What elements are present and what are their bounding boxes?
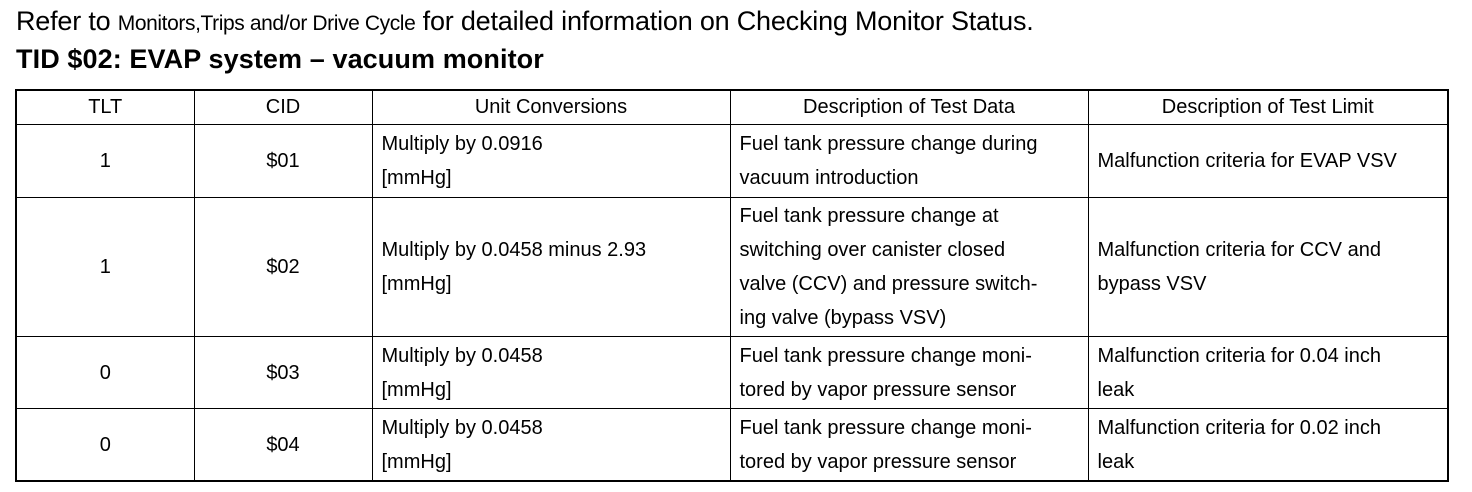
cell-line: vacuum introduction [739, 167, 919, 189]
cell-line: leak [1097, 378, 1135, 401]
cell-line: Fuel tank pressure change moni- [739, 344, 1032, 367]
table-row [16, 409, 1448, 482]
cell-line: Malfunction criteria for EVAP VSV [1097, 150, 1397, 172]
cell-line: Multiply by 0.0458 minus 2.93 [381, 239, 647, 261]
intro-prefix: Refer to [16, 6, 118, 36]
cell-line: leak [1097, 450, 1135, 473]
cid-cell: $02 [194, 198, 372, 337]
intro-suffix: for detailed information on Checking Monitor Status. [415, 6, 1034, 36]
test-limit-description-cell [1088, 409, 1448, 482]
cell-line: [mmHg] [381, 167, 452, 189]
cell-line: [mmHg] [381, 378, 452, 401]
test-data-description-cell [730, 409, 1088, 482]
cell-line: Fuel tank pressure change during [739, 133, 1038, 155]
tlt-cell: 1 [16, 198, 194, 337]
unit-conversion-cell [372, 198, 730, 337]
cell-line: Multiply by 0.0458 [381, 416, 543, 439]
cell-line: [mmHg] [381, 450, 452, 473]
header-description-test-data: Description of Test Data [730, 90, 1088, 125]
section-title: TID $02: EVAP system – vacuum monitor [16, 44, 544, 74]
test-data-description-cell [730, 198, 1088, 337]
cell-line: Multiply by 0.0916 [381, 133, 543, 155]
unit-conversion-cell [372, 337, 730, 409]
header-description-test-limit: Description of Test Limit [1088, 90, 1448, 125]
cell-line: switching over canister closed [739, 239, 1006, 261]
cid-cell: $01 [194, 125, 372, 198]
cell-line: Malfunction criteria for 0.04 inch [1097, 344, 1381, 367]
unit-conversion-cell [372, 125, 730, 198]
test-limit-description-cell [1088, 337, 1448, 409]
cid-cell: $03 [194, 337, 372, 409]
test-data-description-cell [730, 337, 1088, 409]
table-header-row [16, 90, 1448, 125]
header-tlt: TLT [16, 90, 194, 125]
table-row [16, 125, 1448, 198]
table-row [16, 198, 1448, 337]
cid-cell: $04 [194, 409, 372, 482]
tlt-cell: 0 [16, 409, 194, 482]
monitors-trips-drive-cycle-link[interactable]: Monitors,Trips and/or Drive Cycle [117, 12, 416, 35]
cell-line: Malfunction criteria for 0.02 inch [1097, 416, 1381, 439]
header-cid: CID [194, 90, 372, 125]
cell-line: tored by vapor pressure sensor [739, 450, 1017, 473]
cell-line: tored by vapor pressure sensor [739, 378, 1017, 401]
cell-line: bypass VSV [1097, 273, 1207, 295]
test-limit-description-cell [1088, 198, 1448, 337]
test-data-description-cell [730, 125, 1088, 198]
cell-line: [mmHg] [381, 273, 452, 295]
cell-line: Fuel tank pressure change at [739, 205, 999, 227]
table-row [16, 337, 1448, 409]
cell-line: ing valve (bypass VSV) [739, 307, 947, 329]
cell-line: Fuel tank pressure change moni- [739, 416, 1032, 439]
tlt-cell: 1 [16, 125, 194, 198]
unit-conversion-cell [372, 409, 730, 482]
tlt-cell: 0 [16, 337, 194, 409]
cell-line: Malfunction criteria for CCV and [1097, 239, 1381, 261]
cell-line: Multiply by 0.0458 [381, 344, 543, 367]
test-data-table [15, 89, 1449, 482]
test-limit-description-cell [1088, 125, 1448, 198]
cell-line: valve (CCV) and pressure switch- [739, 273, 1038, 295]
intro-text [16, 4, 1034, 41]
header-unit-conversions: Unit Conversions [372, 90, 730, 125]
